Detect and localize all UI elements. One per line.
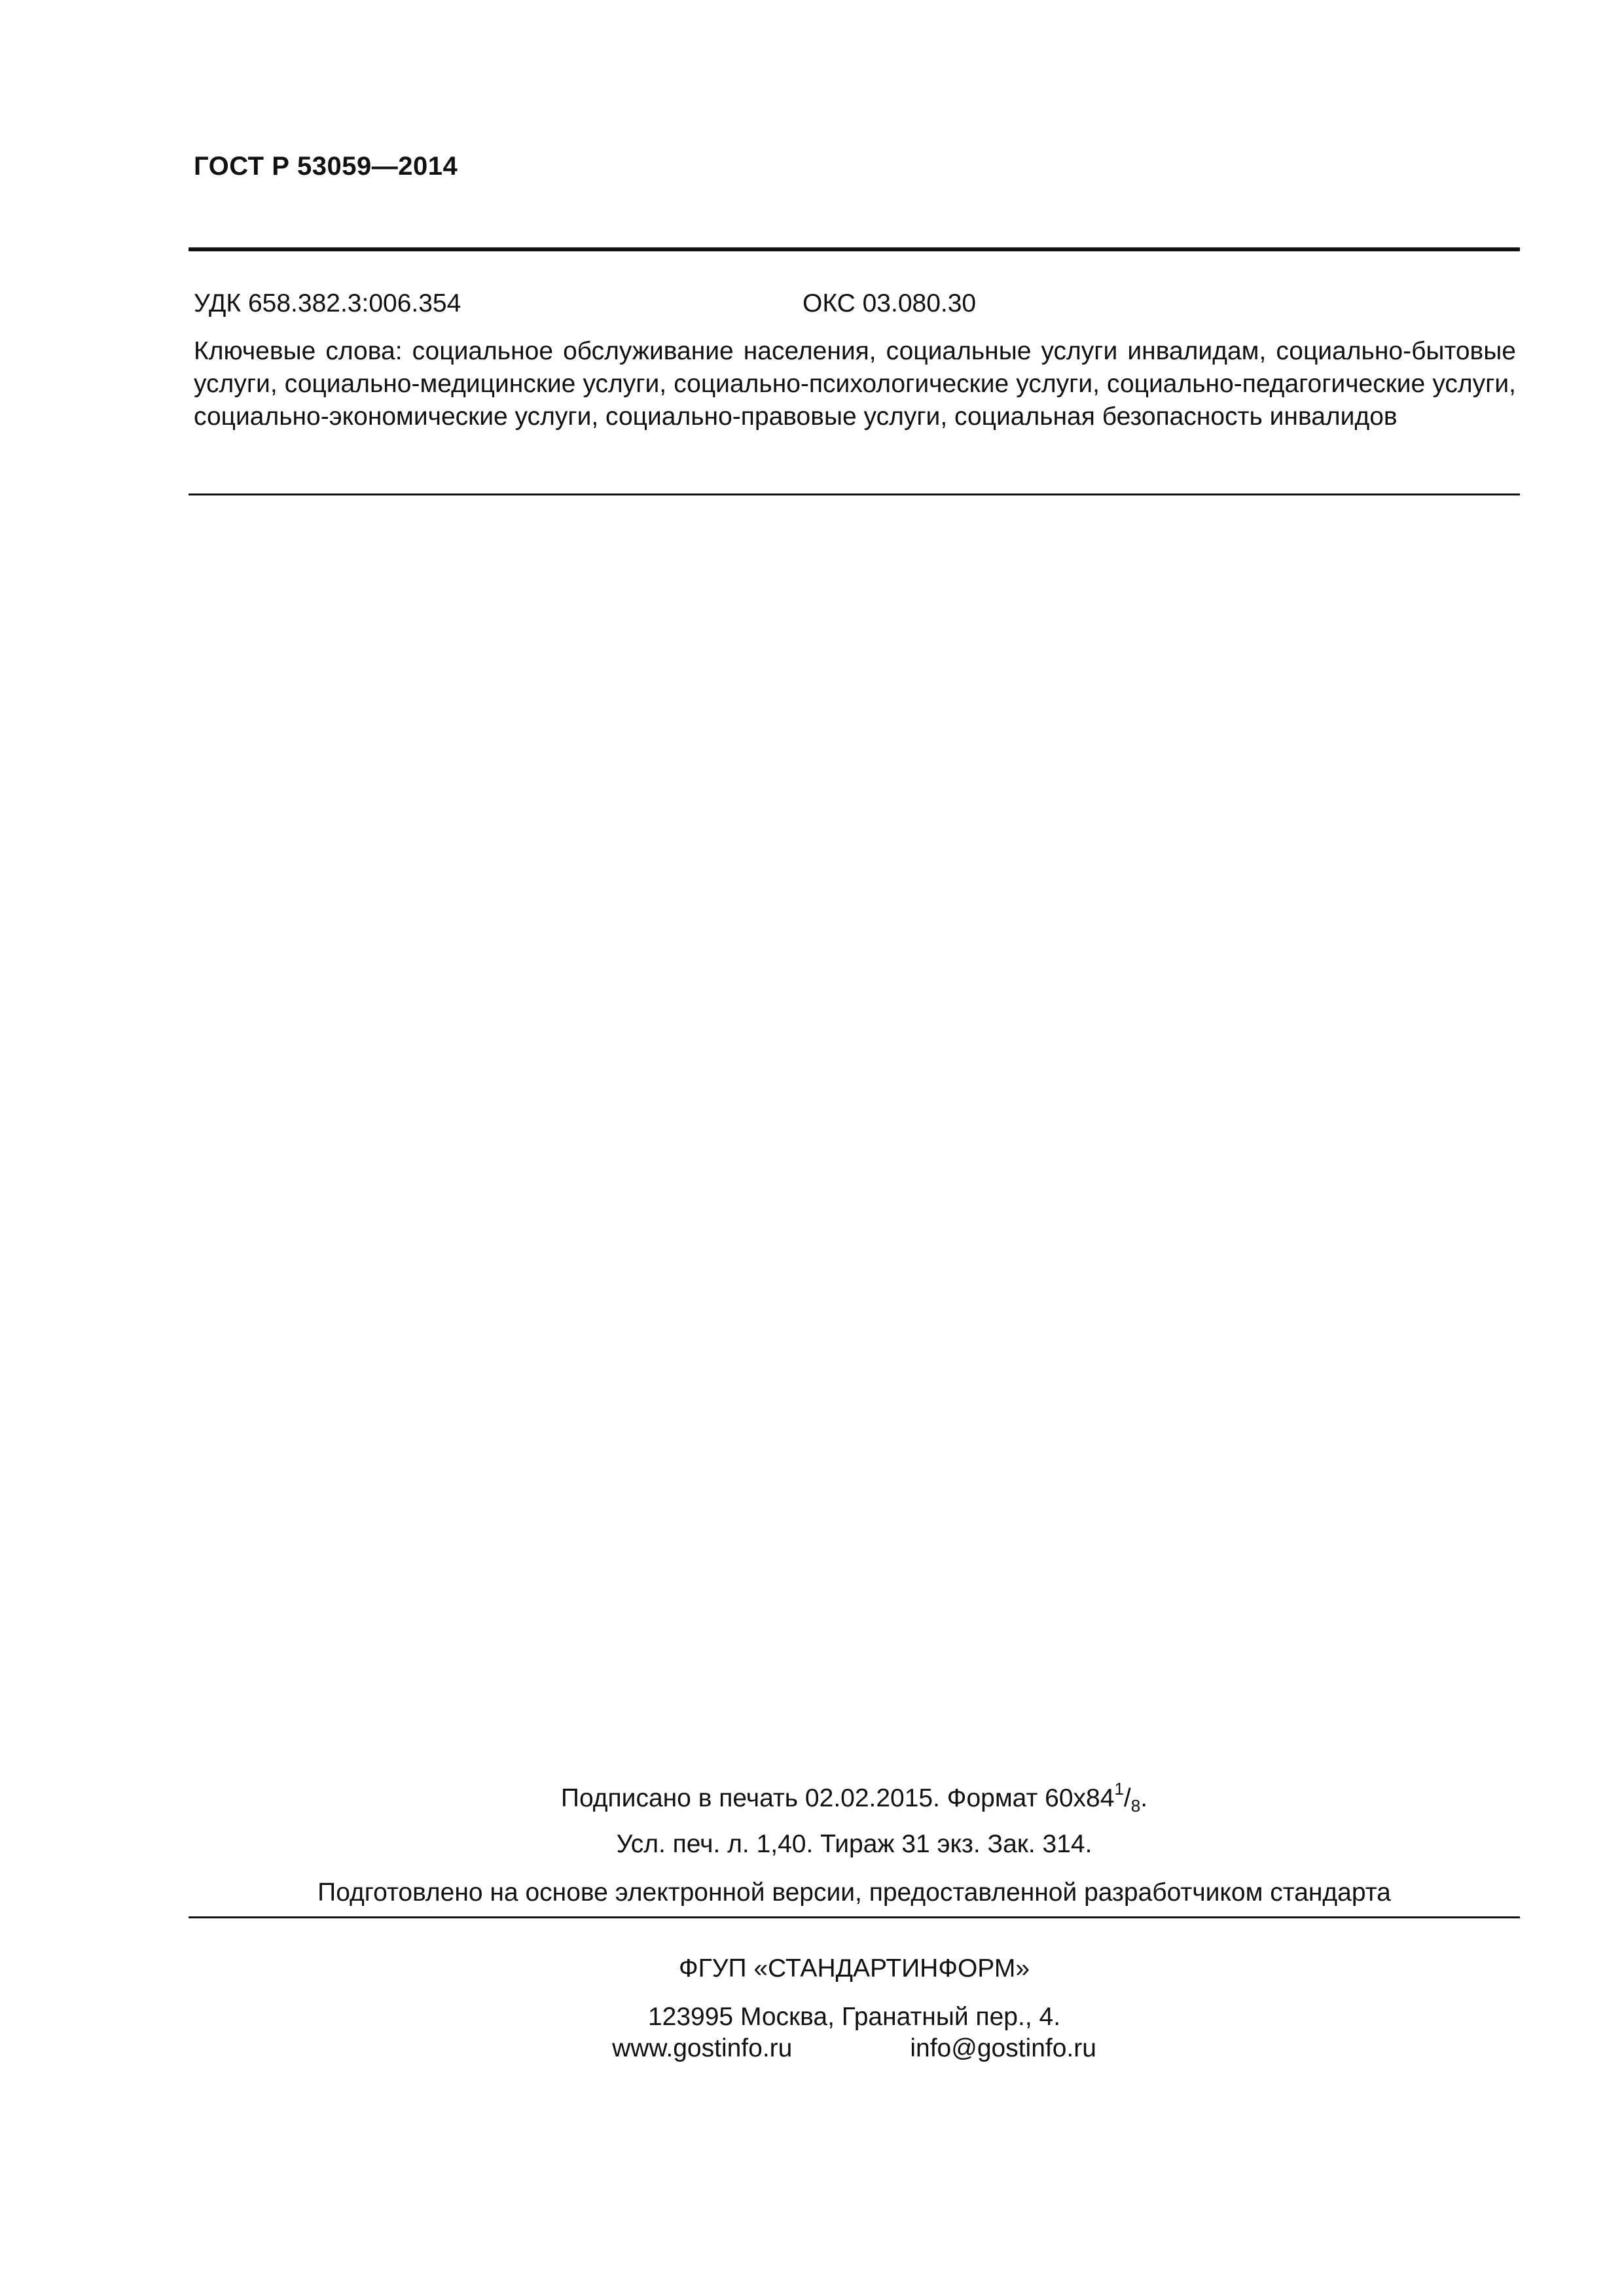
publisher-email-link[interactable]: info@gostinfo.ru [910,2034,1096,2062]
print-sheets-line: Усл. печ. л. 1,40. Тираж 31 экз. Зак. 314. [616,1830,1092,1858]
imprint-divider [189,1916,1520,1918]
publisher-name: ФГУП «СТАНДАРТИНФОРМ» [678,1954,1030,1982]
keywords-divider [189,493,1520,495]
keywords-paragraph: Ключевые слова: социальное обслуживание населения, социальные услуги инвалидам, социально-бытовые услуги, социально-медицинские услуги, социально-психологические услуги, социально-педагогические услуги, социально-экономические услуги, социально-правовые услуги, социальная безопасность инвалидов [194,337,1516,431]
publisher-website-link[interactable]: www.gostinfo.ru [612,2034,793,2062]
signed-to-print-text: Подписано в печать 02.02.2015. Формат 60x84 [560,1784,1115,1812]
oks-code: ОКС 03.080.30 [803,289,977,317]
signed-to-print-line: Подписано в печать 02.02.2015. Формат $60x84^1/_8$. [560,1779,1148,1816]
standard-code: ГОСТ Р 53059—2014 [194,152,458,181]
publisher-contacts [189,2034,1520,2063]
format-denominator: 8 [1130,1796,1141,1816]
format-numerator: 1 [1114,1779,1124,1799]
publisher-address: 123995 Москва, Гранатный пер., 4. [647,2003,1061,2031]
prepared-note: Подготовлено на основе электронной версии, предоставленной разработчиком стандарта [317,1878,1391,1907]
udk-code: УДК 658.382.3:006.354 [194,289,461,317]
header-divider [189,247,1520,251]
signed-to-print-end: . [1140,1784,1148,1812]
